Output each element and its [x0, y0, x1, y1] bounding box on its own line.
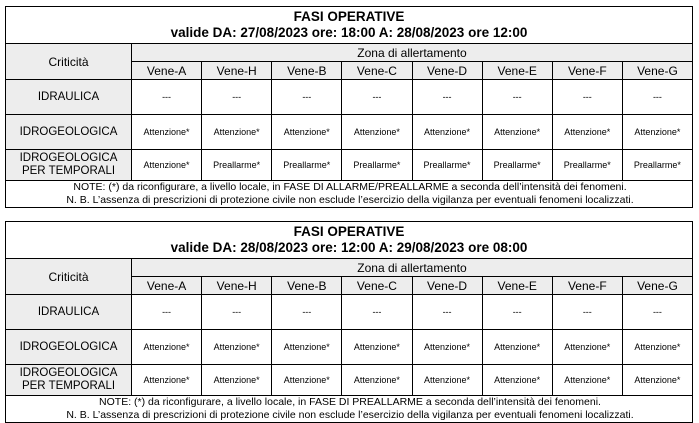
cell: ---: [202, 295, 272, 330]
validity: valide DA: 28/08/2023 ore: 12:00 A: 29/08/2023 ore 08:00: [170, 240, 528, 255]
cell: Attenzione*: [132, 330, 202, 365]
row-label: IDRAULICA: [6, 80, 132, 115]
table-row: [6, 295, 693, 330]
cell: ---: [272, 80, 342, 115]
cell: ---: [482, 80, 552, 115]
zona-header: Zona di allertamento: [132, 44, 693, 62]
cell: ---: [132, 295, 202, 330]
cell: Attenzione*: [412, 330, 482, 365]
row-label-line: IDROGEOLOGICA: [19, 367, 118, 379]
cell: Attenzione*: [342, 115, 412, 150]
row-label: IDROGEOLOGICA: [6, 330, 132, 365]
row-label: IDROGEOLOGICA: [6, 115, 132, 150]
cell: Attenzione*: [552, 365, 622, 396]
cell: ---: [202, 80, 272, 115]
cell: Attenzione*: [412, 115, 482, 150]
cell: Attenzione*: [272, 330, 342, 365]
cell: Attenzione*: [132, 150, 202, 181]
cell: Preallarme*: [622, 150, 692, 181]
cell: ---: [482, 295, 552, 330]
zone-header: Vene-A: [132, 277, 202, 295]
criticita-header: Criticità: [6, 259, 132, 295]
cell: Attenzione*: [622, 365, 692, 396]
zone-header: Vene-E: [482, 277, 552, 295]
row-label: IDRAULICA: [6, 295, 132, 330]
cell: Attenzione*: [412, 365, 482, 396]
zone-header: Vene-B: [272, 277, 342, 295]
table-row: [6, 330, 693, 365]
cell: Attenzione*: [482, 330, 552, 365]
cell: Attenzione*: [342, 365, 412, 396]
fasi-operative-table: [5, 221, 693, 423]
cell: ---: [412, 295, 482, 330]
cell: ---: [342, 80, 412, 115]
cell: ---: [272, 295, 342, 330]
fasi-operative-block-2: [5, 221, 693, 423]
cell: Preallarme*: [272, 150, 342, 181]
zone-header: Vene-F: [552, 277, 622, 295]
table-title: [6, 7, 693, 44]
cell: Attenzione*: [552, 330, 622, 365]
cell: ---: [342, 295, 412, 330]
cell: Attenzione*: [272, 115, 342, 150]
zone-header: Vene-H: [202, 62, 272, 80]
zone-header: Vene-B: [272, 62, 342, 80]
cell: Attenzione*: [552, 115, 622, 150]
cell: Preallarme*: [482, 150, 552, 181]
zone-header: Vene-D: [412, 277, 482, 295]
zona-header: Zona di allertamento: [132, 259, 693, 277]
cell: ---: [412, 80, 482, 115]
note-text: NOTE: (*) da riconfigurare, a livello locale, in FASE DI ALLARME/PREALLARME a seconda dell’intensità dei fenomeni.: [73, 181, 627, 193]
zone-header: Vene-F: [552, 62, 622, 80]
cell: Attenzione*: [132, 115, 202, 150]
zone-header: Vene-E: [482, 62, 552, 80]
cell: Attenzione*: [482, 365, 552, 396]
zone-header: Vene-H: [202, 277, 272, 295]
cell: Preallarme*: [202, 150, 272, 181]
row-label: [6, 150, 132, 181]
note-text: NOTE: (*) da riconfigurare, a livello locale, in FASE DI PREALLARME a seconda dell’intensità dei fenomeni.: [99, 396, 601, 408]
fasi-operative-block-1: [5, 6, 693, 208]
table-row: [6, 115, 693, 150]
cell: Preallarme*: [552, 150, 622, 181]
nb-text: N. B. L’assenza di prescrizioni di protezione civile non esclude l’esercizio della vigilanza per eventuali fenomeni localizzati.: [66, 409, 634, 421]
cell: Attenzione*: [622, 330, 692, 365]
notes: [6, 181, 693, 208]
cell: ---: [552, 80, 622, 115]
title: FASI OPERATIVE: [293, 224, 405, 239]
row-label-line: PER TEMPORALI: [21, 165, 116, 177]
cell: Attenzione*: [202, 115, 272, 150]
cell: Attenzione*: [202, 365, 272, 396]
cell: Attenzione*: [272, 365, 342, 396]
row-label-line: PER TEMPORALI: [21, 380, 116, 392]
notes: [6, 396, 693, 423]
cell: ---: [552, 295, 622, 330]
title: FASI OPERATIVE: [293, 9, 405, 24]
cell: Attenzione*: [342, 330, 412, 365]
cell: Preallarme*: [342, 150, 412, 181]
table-row: [6, 150, 693, 181]
cell: Attenzione*: [622, 115, 692, 150]
zone-header: Vene-D: [412, 62, 482, 80]
table-title: [6, 222, 693, 259]
zone-header: Vene-G: [622, 277, 692, 295]
fasi-operative-table: [5, 6, 693, 208]
cell: Attenzione*: [132, 365, 202, 396]
criticita-header: Criticità: [6, 44, 132, 80]
cell: ---: [622, 295, 692, 330]
cell: Attenzione*: [482, 115, 552, 150]
table-row: [6, 365, 693, 396]
cell: Preallarme*: [412, 150, 482, 181]
zone-header: Vene-G: [622, 62, 692, 80]
zone-header: Vene-C: [342, 277, 412, 295]
zone-header: Vene-A: [132, 62, 202, 80]
cell: ---: [132, 80, 202, 115]
row-label-line: IDROGEOLOGICA: [19, 152, 118, 164]
row-label: [6, 365, 132, 396]
cell: ---: [622, 80, 692, 115]
zone-header: Vene-C: [342, 62, 412, 80]
nb-text: N. B. L’assenza di prescrizioni di protezione civile non esclude l’esercizio della vigilanza per eventuali fenomeni localizzati.: [66, 194, 634, 206]
cell: Attenzione*: [202, 330, 272, 365]
table-row: [6, 80, 693, 115]
validity: valide DA: 27/08/2023 ore: 18:00 A: 28/08/2023 ore 12:00: [170, 25, 528, 40]
